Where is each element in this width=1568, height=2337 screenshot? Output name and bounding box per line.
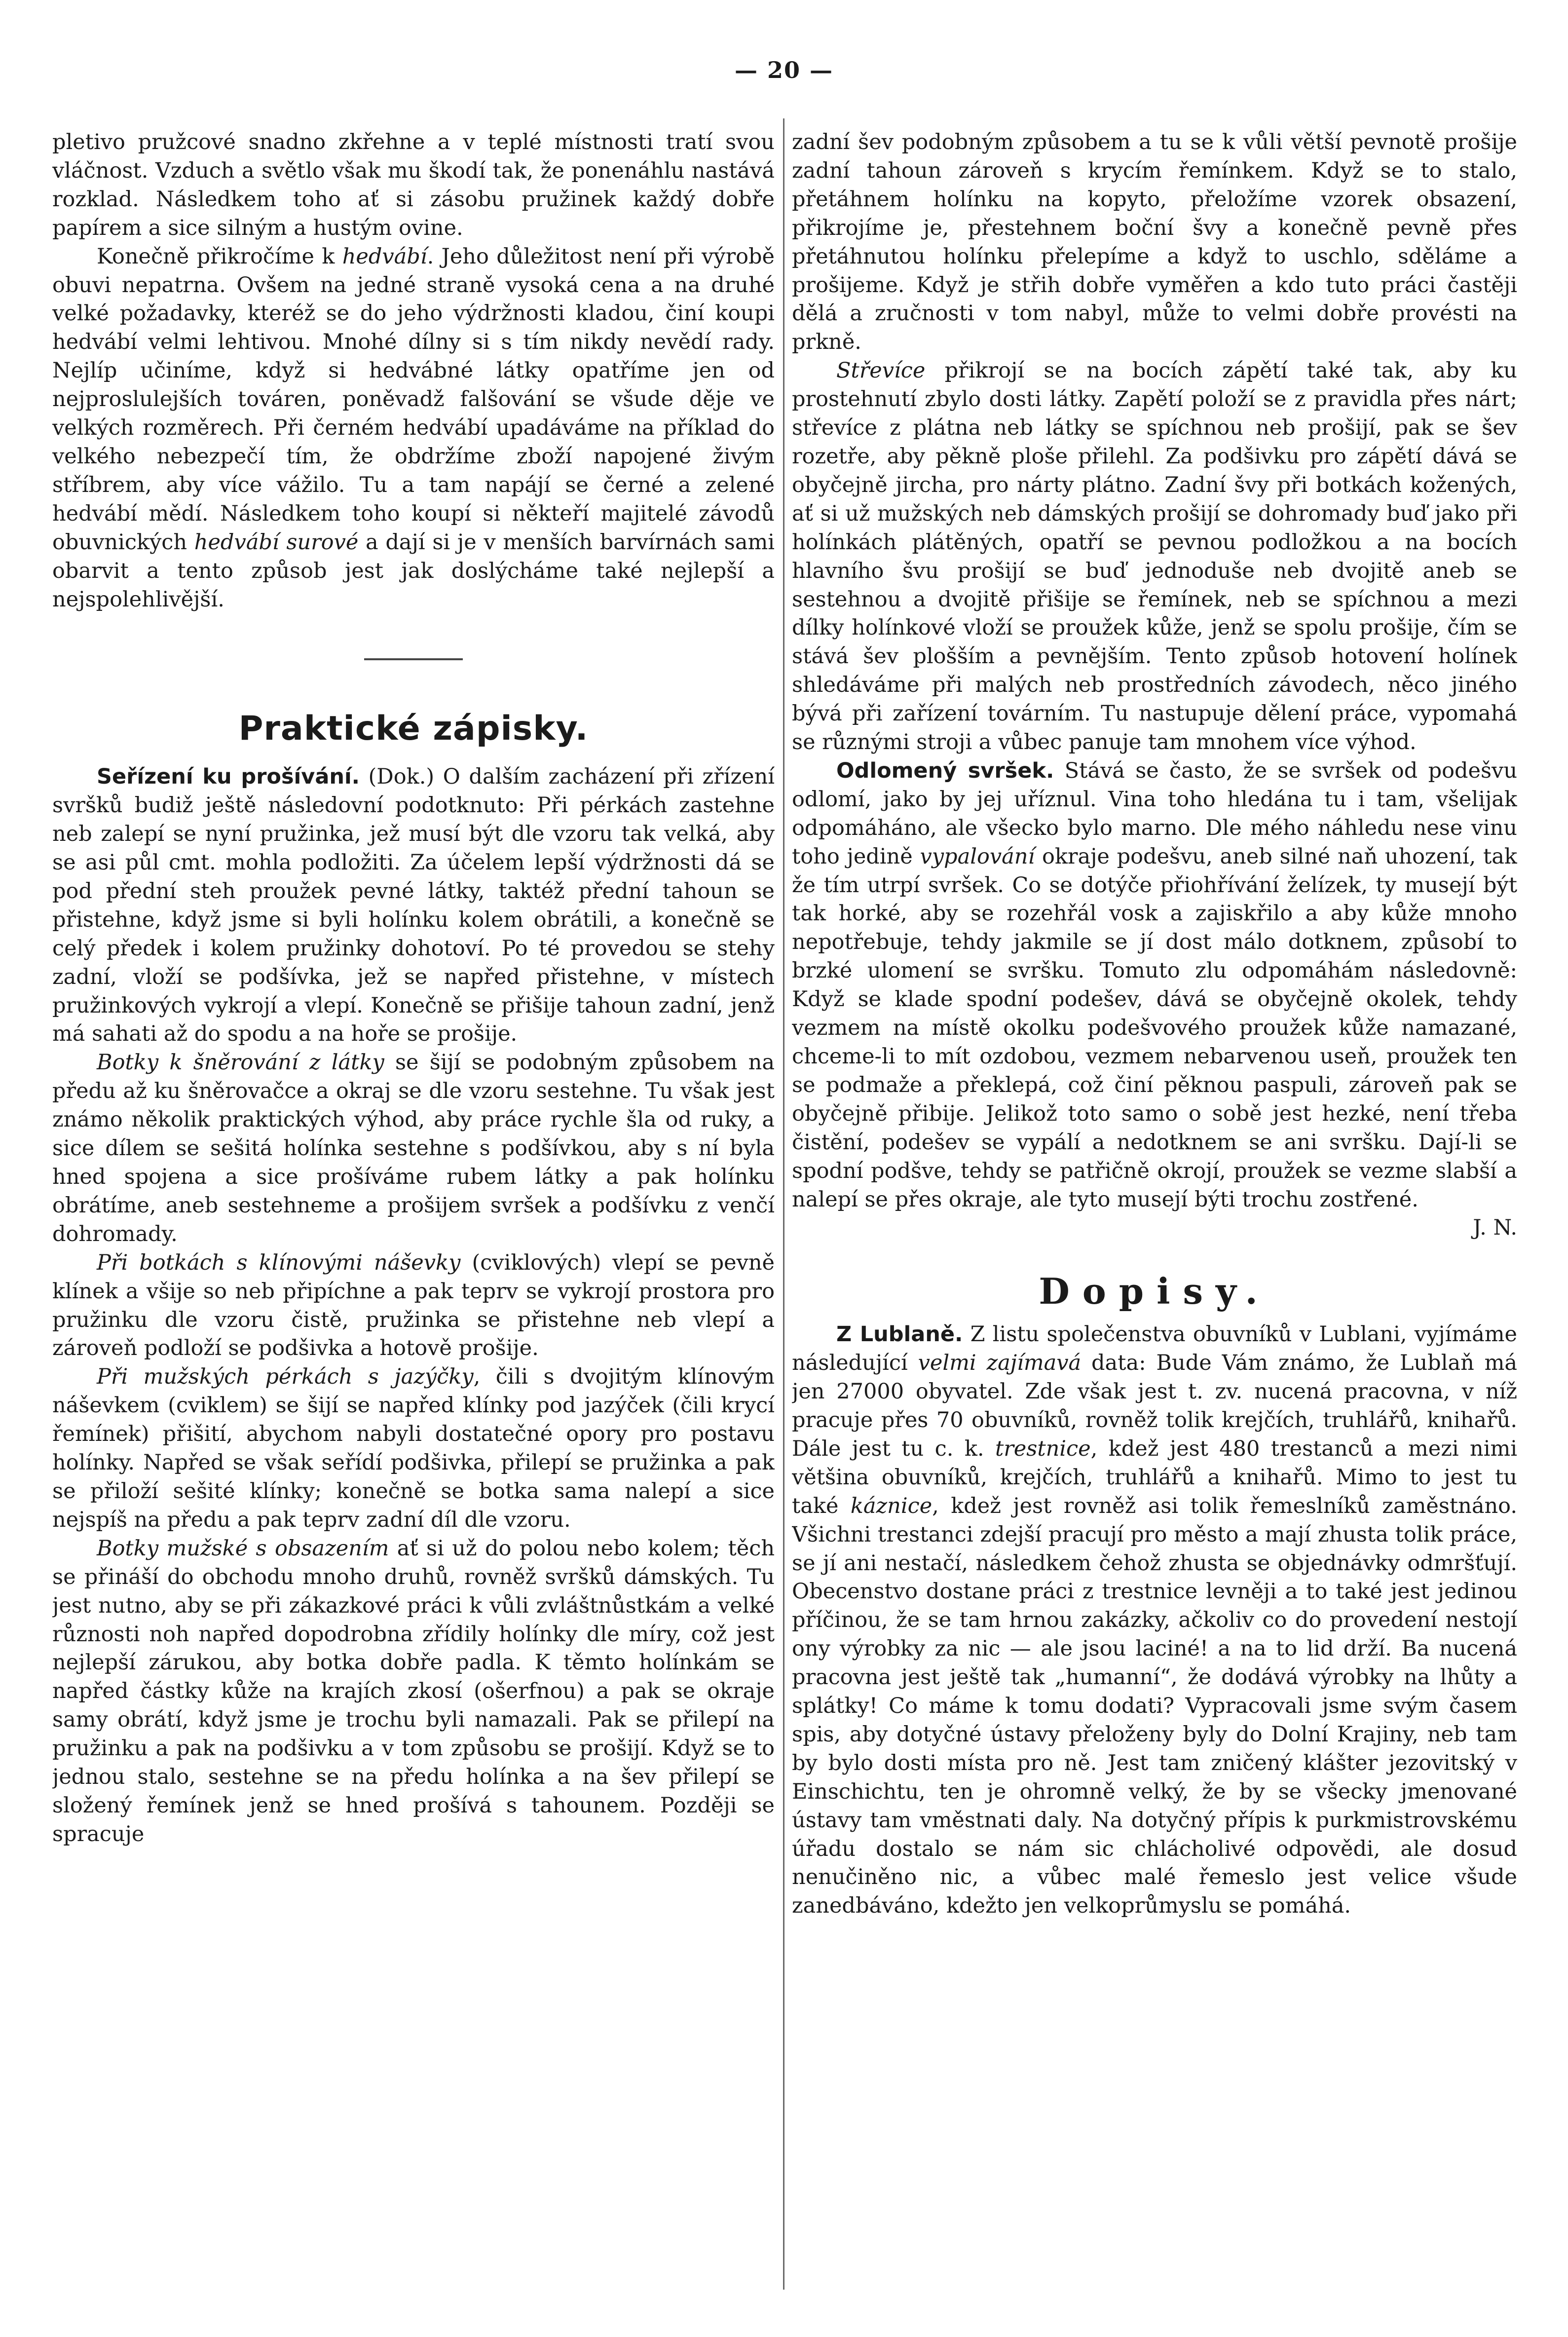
article-paragraph: Při botkách s klínovými náševky (cviklových) vlepí se pevně klínek a všije so neb připíchne a pak teprv se vykrojí prostora pro pružinku dle vzoru čistě, pružinka se přistehne neb vlepí a zároveň podloží se podšivka a hotově prošije. (52, 1250, 775, 1361)
article-paragraph: pletivo pružcové snadno zkřehne a v teplé místnosti tratí svou vláčnost. Vzduch a světlo však mu škodí tak, že ponenáhlu nastává rozklad. Následkem toho ať si zásobu pružinek každý dobře papírem a sice silným a hustým ovine. (52, 130, 775, 240)
article-paragraph: Odlomený svršek. Stává se často, že se svršek od podešvu odlomí, jako by jej uříznul. Vina toho hledána tu i tam, všelijak odpomáháno, ale všecko bylo marno. Dle mého náhledu nese vinu toho jedině vypalování okraje podešvu, aneb silné naň uhození, tak že tím utrpí svršek. Co se dotýče přiohřívání želízek, ty musejí být tak horké, aby se rozehřál vosk a zajiskřilo a aby kůže mnoho nepotřebuje, tehdy jakmile se jí dost málo dotknem, způsobí to brzké ulomení se svršku. Tomuto zlu odpomáhám následovně: Když se klade spodní podešev, dává se obyčejně okolek, tehdy vezmem na místě okolku podešvového proužek kůže namazané, chceme-li to mít ozdobou, vezmem nebarvenou useň, proužek ten se podmaže a překlepá, což činí pěknou paspuli, zároveň pak se obyčejně přibije. Jelikož toto samo o sobě jest hezké, není třeba čistění, podešev se vypálí a nedotknem se ani svršku. Dají-li se spodní podšve, tehdy se patřičně okrojí, proužek se vezme slabší a nalepí se přes okraje, ale tyto musejí býti trochu zostřené. (792, 758, 1517, 1212)
article-paragraph: Seřízení ku prošívání. (Dok.) O dalším zacházení při zřízení svršků budiž ještě následovní podotknuto: Při pérkách zastehne neb zalepí se nyní pružinka, jež musí být dle vzoru tak velká, aby se asi půl cmt. mohla podložiti. Za účelem lepší výdržnosti dá se pod přední steh proužek pevné látky, taktéž přední tahoun se přistehne, když jsme si byli holínku kolem obrátili, a konečně se celý předek i kolem pružinky dohotoví. Po té provedou se stehy zadní, vloží se podšívka, jež se napřed přistehne, v místech pružinkových vykrojí a vlepí. Konečně se přišije tahoun zadní, jenž má sahati až do spodu a na hoře se prošije. (52, 764, 775, 1047)
page-number: — 20 — (734, 57, 834, 83)
author-signature: J. N. (1473, 1215, 1517, 1241)
article-paragraph-silk: Konečně přikročíme k hedvábí. Jeho důležitost není při výrobě obuvi nepatrna. Ovšem na jedné straně vysoká cena a na druhé velké požadavky, kteréž se do jeho výdržnosti kladou, činí koupi hedvábí velmi lehtivou. Mnohé dílny si s tím nikdy nevědí rady. Nejlíp učiníme, když si hedvábné látky opatříme jen od nejproslulejších továren, poněvadž falšování se všude děje ve velkých rozměrech. Při černém hedvábí upadáváme na příklad do velkého nebezpečí tím, že obdržíme zboží napojené živým stříbrem, aby více vážilo. Tu a tam napájí se černé a zelené hedvábí mědí. Následkem toho koupí si někteří majitelé závodů obuvnických hedvábí surové a dají si je v menších barvírnách sami obarvit a tento způsob jest jak doslýcháme také nejlepší a nejspolehlivější. (52, 244, 775, 612)
column-divider (783, 118, 784, 2290)
right-column (792, 128, 1517, 2317)
article-paragraph: zadní šev podobným způsobem a tu se k vůli větší pevnotě prošije zadní tahoun zároveň s krycím řemínkem. Když se to stalo, přetáhnem holínku na kopyto, přeložíme vzorek obsazení, přikrojíme je, přestehnem boční švy a konečně pevně přes přetáhnutou holínku přelepíme a když to uschlo, sděláme a prošijeme. Když je střih dobře vyměřen a kdo tuto práci častěji dělá a zručnosti v tom nabyl, může to velmi dobře provésti na prkně. (792, 130, 1517, 355)
article-paragraph: Botky k šněrování z látky se šijí se podobným způsobem na předu až ku šněrovačce a okraj se dle vzoru sestehne. Tu však jest známo několik praktických výhod, aby práce rychle šla od ruky, a sice dílem se sešitá holínka sestehne s podšívkou, aby s ní byla hned spojena a sice prošíváme rubem látky a pak holínku obrátíme, aneb sestehneme a prošijem svršek a podšívku z venčí dohromady. (52, 1050, 775, 1246)
section-heading: Praktické zápisky. (238, 709, 589, 749)
section-divider (364, 658, 463, 660)
run-in-heading: Seřízení ku prošívání. (97, 764, 360, 790)
article-paragraph: Z Lublaně. Z listu společenstva obuvníků v Lublani, vyjímáme následující velmi zajímavá data: Bude Vám známo, že Lublaň má jen 27000 obyvatel. Zde však jest t. zv. nucená pracovna, v níž pracuje přes 70 obuvníků, rovněž tolik krejčích, truhlářů, knihařů. Dále jest tu c. k. trestnice, kdež jest 480 trestanců a mezi nimi většina obuvníků, krejčích, truhlářů a knihařů. Mimo to jest tu také káznice, kdež jest rovněž asi tolik řemeslníků zaměstnáno. Všichni trestanci zdejší pracují pro město a mají zhusta tolik práce, se jí ani nestačí, následkem čehož zhusta se objednávky odmršťují. Obecenstvo dostane práci z trestnice levněji a to také jest jedinou příčinou, že se tam hrnou zakázky, ačkoliv co do provedení nestojí ony výrobky za nic — ale jsou laciné! a na to lid drží. Ba nucená pracovna jest ještě tak „humanní“, že dodává výrobky na lhůty a splátky! Co máme k tomu dodati? Vypracovali jsme svým časem spis, aby dotyčné ústavy přeloženy byly do Dolní Krajiny, neb tam by bylo dosti místa pro ně. Jest tam zničený klášter jezovitský v Einschichtu, ten je ohromně velký, že by se všecky jmenované ústavy tam vměstnati daly. Na dotyčný přípis k purkmistrovskému úřadu dostalo se nám sic chlácholivé odpovědi, ale dosud nenučiněno nic, a vůbec malé řemeslo jest velice všude zanedbáváno, kdežto jen velkoprůmyslu se pomáhá. (792, 1322, 1517, 1919)
article-paragraph: Při mužských pérkách s jazýčky, čili s dvojitým klínovým náševkem (cviklem) se šijí se napřed klínky pod jazýček (čili krycí řemínek) přišití, abychom nabyli dostatečné opory pro postavu holínky. Napřed se však seřídí podšivka, přilepí se pružinka a pak se přiloží sešité klínky; konečně se botka sama nalepí a sice nejspíš na předu a pak teprv zadní díl dle vzoru. (52, 1364, 775, 1532)
run-in-heading: Odlomený svršek. (836, 758, 1054, 783)
run-in-heading: Z Lublaně. (836, 1322, 963, 1347)
article-paragraph: Botky mužské s obsazením ať si už do polou nebo kolem; těch se přináší do obchodu mnoho druhů, rovněž svršků dámských. Tu jest nutno, aby se při zákazkové práci k vůli zvláštnůstkám a velké různosti noh napřed dopodrobna zřídily holínky dle míry, což jest nejlepší zárukou, aby botka dobře padla. K těmto holínkám se napřed částky kůže na krajích zkosí (ošerfnou) a pak se okraje samy obrátí, když jsme je trochu byli namazali. Pak se přilepí na pružinku a pak na podšivku a v tom způsobu se prošijí. Když se to jednou stalo, sestehne se na předu holínka a na šev přilepí se složený řemínek jenž se hned prošívá s tahounem. Později se spracuje (52, 1536, 775, 1847)
article-paragraph: Střevíce přikrojí se na bocích zápětí také tak, aby ku prostehnutí zbylo dosti látky. Zapětí položí se z pravidla přes nárt; střevíce z plátna neb látky se spíchnou neb prošijí, pak se šev rozetře, aby pěkně ploše přilehl. Za podšivku pro zápětí dává se obyčejně jircha, pro nárty plátno. Zadní švy při botkách kožených, ať si už mužských neb dámských prošijí se dohromady buď jako při holínkách plátěných, opatří se pevnou podložkou a na bocích hlavního švu prošijí se buď jednoduše neb dvojitě aneb se sestehnou a dvojitě přišije se řemínek, neb se spíchnou a mezi dílky holínkové vloží se proužek kůže, jenž se spolu prošije, čím se stává šev plošším a pevnějším. Tento způsob hotovení holínek shledáváme při malých neb prostředních závodech, něco jiného bývá při zařízení továrním. Tu nastupuje dělení práce, vypomahá se různými stroji a vůbec panuje tam mnohem více výhod. (792, 358, 1517, 755)
left-column (52, 128, 775, 2317)
section-heading: Dopisy. (1039, 1270, 1270, 1313)
